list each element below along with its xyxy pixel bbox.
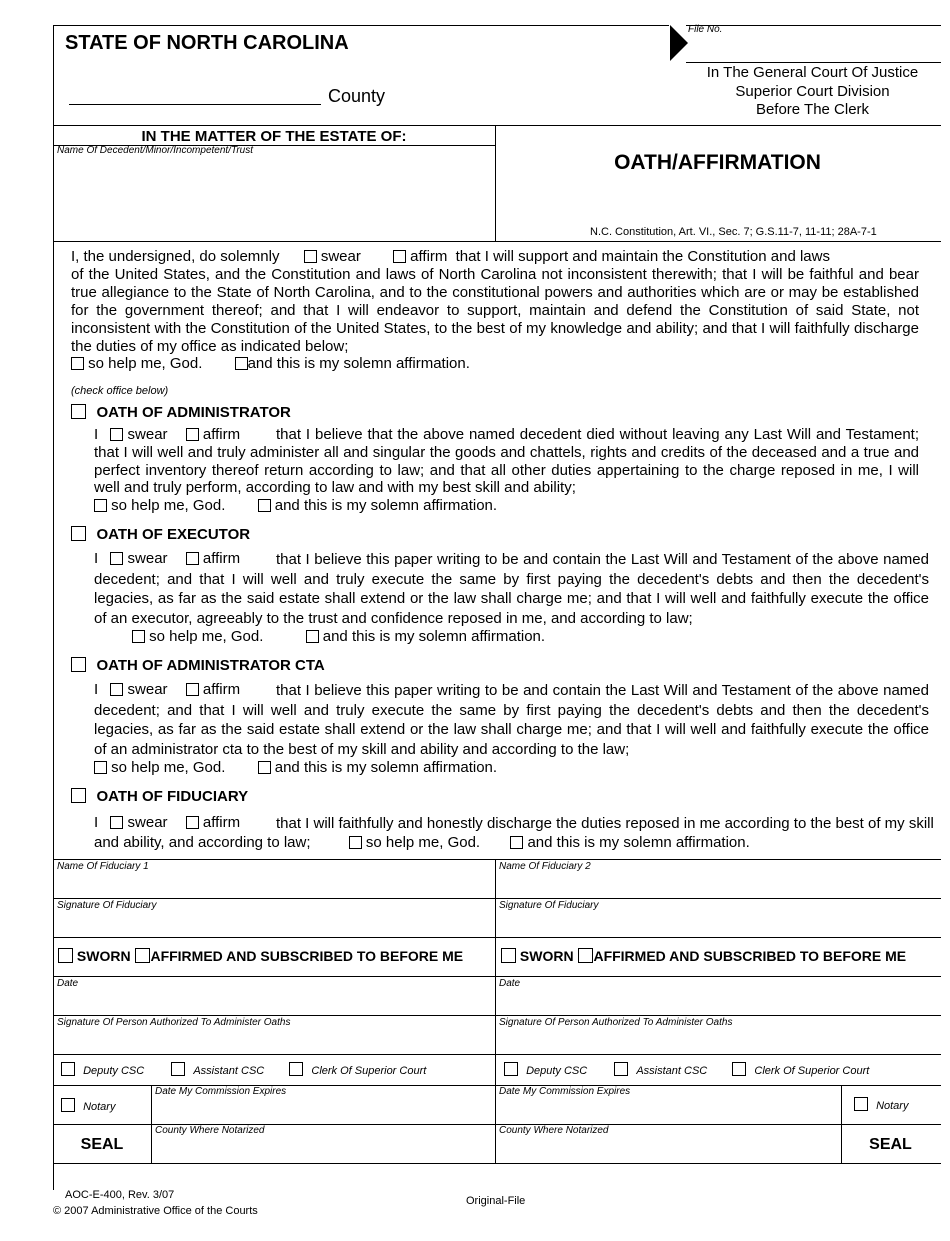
general-so-help-label: so help me, God. — [88, 355, 203, 372]
cta-swear-label: swear — [127, 681, 168, 698]
oath-administrator-checkbox[interactable] — [71, 404, 86, 419]
file-no-field[interactable] — [700, 36, 938, 60]
oath-administrator-header — [71, 404, 291, 422]
right-sworn-checkbox[interactable] — [501, 948, 516, 963]
left-assistant-csc-label: Assistant CSC — [193, 1065, 265, 1077]
left-clerk-checkbox[interactable] — [289, 1062, 303, 1076]
fiduciary-1-signature-label: Signature Of Fiduciary — [57, 900, 157, 911]
executor-affirm-label: affirm — [202, 550, 241, 567]
left-sworn-label: SWORN — [76, 948, 131, 964]
oath-administrator-title: OATH OF ADMINISTRATOR — [96, 404, 291, 421]
oath-executor-header — [71, 526, 250, 544]
right-affirmed-checkbox[interactable] — [578, 948, 593, 963]
oath-executor-title: OATH OF EXECUTOR — [96, 526, 251, 543]
fiduciary-i: I — [94, 814, 99, 831]
left-commission-field[interactable] — [155, 1099, 491, 1122]
general-swear-checkbox[interactable] — [304, 250, 317, 263]
court-line-3: Before The Clerk — [755, 101, 870, 118]
left-authorized-signature-field[interactable] — [57, 1030, 491, 1052]
court-line-1: In The General Court Of Justice — [706, 64, 919, 81]
fiduciary-2-name-label: Name Of Fiduciary 2 — [499, 861, 591, 872]
general-oath-intro: I, the undersigned, do solemnly — [71, 248, 280, 265]
estate-heading: IN THE MATTER OF THE ESTATE OF: — [141, 128, 407, 145]
general-oath-closing — [71, 355, 470, 373]
decedent-name-label: Name Of Decedent/Minor/Incompetent/Trust — [57, 145, 254, 156]
left-affirmed-checkbox[interactable] — [135, 948, 150, 963]
right-sworn-line — [501, 948, 906, 964]
oath-fiduciary-header — [71, 788, 248, 806]
admin-so-help-label: so help me, God. — [111, 497, 226, 514]
court-line-2: Superior Court Division — [735, 82, 890, 100]
cta-oath-text: that I believe this paper writing to be and contain the Last Will and Testament of the above named decedent; and that I will well and truly execute the same by first paying the decedent's debts and then the decedent's legacies, as far as the said estate shall extend or the law shall charge me; and that I will well and faithfully execute the office of an administrator cta to the best of my skill and ability and according to the law; — [94, 682, 929, 758]
general-solemn-checkbox[interactable] — [235, 357, 248, 370]
right-deputy-csc-label: Deputy CSC — [526, 1065, 588, 1077]
cta-solemn-checkbox[interactable] — [258, 761, 271, 774]
fiduciary-1-signature-field[interactable] — [57, 913, 491, 935]
left-county-notarized-label: County Where Notarized — [155, 1125, 265, 1136]
left-officer-options — [61, 1062, 426, 1077]
state-title: STATE OF NORTH CAROLINA — [65, 32, 349, 54]
admin-so-help-checkbox[interactable] — [94, 499, 107, 512]
file-no-arrow-icon — [670, 25, 688, 61]
form-number: AOC-E-400, Rev. 3/07 — [65, 1189, 175, 1201]
fiduciary-affirm-label: affirm — [202, 814, 241, 831]
county-field[interactable] — [69, 86, 321, 105]
right-date-field[interactable] — [499, 991, 937, 1013]
admin-oath-text: that I believe that the above named decedent died without leaving any Last Will and Testament; that I will well and truly administer all and singular the goods and chattels, rights and credits of the deceased and a true and perfect inventory thereof return according to law; and that all other duties appertaining to the charge reposed in me, I will well and truly perform, according to law and with my best skill and ability; — [94, 426, 919, 497]
right-affirmed-label: AFFIRMED AND SUBSCRIBED TO BEFORE ME — [593, 948, 907, 964]
oath-admin-cta-checkbox[interactable] — [71, 657, 86, 672]
admin-swear-label: swear — [127, 426, 168, 443]
fiduciary-solemn-label: and this is my solemn affirmation. — [527, 834, 750, 851]
fiduciary-so-help-checkbox[interactable] — [349, 836, 362, 849]
left-clerk-label: Clerk Of Superior Court — [311, 1065, 427, 1077]
left-sworn-line — [58, 948, 463, 964]
cta-i: I — [94, 681, 99, 698]
left-deputy-csc-label: Deputy CSC — [83, 1065, 145, 1077]
executor-closing — [132, 628, 545, 646]
copyright: © 2007 Administrative Office of the Courts — [53, 1205, 258, 1217]
cta-solemn-label: and this is my solemn affirmation. — [274, 759, 498, 776]
left-notary-option — [61, 1098, 115, 1113]
general-solemn-label: and this is my solemn affirmation. — [247, 355, 470, 372]
right-clerk-checkbox[interactable] — [732, 1062, 746, 1076]
general-oath-first-line — [71, 248, 830, 266]
right-commission-label: Date My Commission Expires — [499, 1086, 631, 1097]
admin-i: I — [94, 426, 99, 443]
admin-affirm-label: affirm — [202, 426, 241, 443]
oath-admin-cta-header — [71, 657, 325, 675]
court-heading — [685, 64, 940, 120]
right-commission-field[interactable] — [499, 1099, 837, 1122]
fiduciary-2-signature-field[interactable] — [499, 913, 937, 935]
left-deputy-csc-checkbox[interactable] — [61, 1062, 75, 1076]
right-authorized-signature-label: Signature Of Person Authorized To Administer Oaths — [499, 1017, 733, 1028]
fiduciary-1-name-field[interactable] — [57, 874, 491, 896]
right-notary-checkbox[interactable] — [854, 1097, 868, 1111]
file-no-label: File No. — [688, 24, 723, 35]
executor-so-help-label: so help me, God. — [149, 628, 264, 645]
admin-solemn-label: and this is my solemn affirmation. — [274, 497, 498, 514]
fiduciary-oath-text — [94, 814, 939, 852]
left-date-label: Date — [57, 978, 79, 989]
executor-solemn-label: and this is my solemn affirmation. — [322, 628, 546, 645]
form-title: OATH/AFFIRMATION — [614, 151, 821, 174]
right-clerk-label: Clerk Of Superior Court — [754, 1065, 870, 1077]
fiduciary-oath-body: that I will faithfully and honestly discharge the duties reposed in me according to the best of my skill and ability, and according to law; — [94, 815, 934, 851]
left-authorized-signature-label: Signature Of Person Authorized To Administer Oaths — [57, 1017, 291, 1028]
citation: N.C. Constitution, Art. VI., Sec. 7; G.S.11-7, 11-11; 28A-7-1 — [590, 226, 877, 238]
oath-admin-cta-title: OATH OF ADMINISTRATOR CTA — [96, 657, 325, 674]
copy-designation: Original-File — [466, 1195, 526, 1207]
fiduciary-1-name-label: Name Of Fiduciary 1 — [57, 861, 149, 872]
right-county-notarized-field[interactable] — [499, 1138, 837, 1161]
left-affirmed-label: AFFIRMED AND SUBSCRIBED TO BEFORE ME — [150, 948, 464, 964]
admin-closing — [94, 497, 497, 515]
executor-i: I — [94, 550, 99, 567]
cta-so-help-checkbox[interactable] — [94, 761, 107, 774]
general-oath-first-line-rest: that I will support and maintain the Constitution and laws — [455, 248, 830, 265]
cta-affirm-label: affirm — [202, 681, 241, 698]
left-seal-label: SEAL — [80, 1136, 124, 1153]
left-sworn-checkbox[interactable] — [58, 948, 73, 963]
oath-fiduciary-checkbox[interactable] — [71, 788, 86, 803]
check-office-note: (check office below) — [71, 385, 169, 397]
left-notary-label: Notary — [83, 1101, 116, 1113]
county-label: County — [328, 86, 386, 106]
fiduciary-2-name-field[interactable] — [499, 874, 937, 896]
fiduciary-so-help-label: so help me, God. — [365, 834, 481, 851]
right-authorized-signature-field[interactable] — [499, 1030, 937, 1052]
executor-oath-text: that I believe this paper writing to be and contain the Last Will and Testament of the above named decedent; and that I will well and truly execute the same by first paying the decedent's debts and then the decedent's legacies, as far as the said estate shall extend or the law shall charge me; and that I will well and faithfully execute the office of an executor, agreeably to the trust and confidence reposed in me, and according to law; — [94, 551, 929, 627]
executor-solemn-checkbox[interactable] — [306, 630, 319, 643]
left-notary-checkbox[interactable] — [61, 1098, 75, 1112]
general-oath-body: of the United States, and the Constitution and laws of North Carolina not inconsistent therewith; that I will be faithful and bear true allegiance to the State of North Carolina, and to the constitutional powers and authorities which are or may be established for the government thereof; and that I will endeavor to support, maintain and defend the Constitution of said State, not inconsistent with the Constitution of the United States, to the best of my knowledge and ability; and that I will faithfully discharge the duties of my office as indicated below; — [71, 266, 919, 355]
executor-so-help-checkbox[interactable] — [132, 630, 145, 643]
right-assistant-csc-label: Assistant CSC — [636, 1065, 708, 1077]
decedent-name-field[interactable] — [57, 160, 491, 238]
oath-fiduciary-title: OATH OF FIDUCIARY — [96, 788, 249, 805]
right-notary-label: Notary — [876, 1100, 909, 1112]
right-sworn-label: SWORN — [519, 948, 574, 964]
fiduciary-swear-label: swear — [127, 814, 168, 831]
cta-closing — [94, 759, 497, 777]
right-deputy-csc-checkbox[interactable] — [504, 1062, 518, 1076]
left-commission-label: Date My Commission Expires — [155, 1086, 287, 1097]
general-affirm-checkbox[interactable] — [393, 250, 406, 263]
right-officer-options — [504, 1062, 869, 1077]
admin-solemn-checkbox[interactable] — [258, 499, 271, 512]
right-date-label: Date — [499, 978, 521, 989]
general-swear-label: swear — [320, 248, 361, 265]
general-affirm-label: affirm — [410, 248, 448, 265]
cta-so-help-label: so help me, God. — [111, 759, 226, 776]
left-county-notarized-field[interactable] — [155, 1138, 491, 1161]
fiduciary-2-signature-label: Signature Of Fiduciary — [499, 900, 599, 911]
fiduciary-solemn-checkbox[interactable] — [510, 836, 523, 849]
right-assistant-csc-checkbox[interactable] — [614, 1062, 628, 1076]
left-assistant-csc-checkbox[interactable] — [171, 1062, 185, 1076]
general-so-help-checkbox[interactable] — [71, 357, 84, 370]
right-county-notarized-label: County Where Notarized — [499, 1125, 609, 1136]
right-notary-option — [854, 1097, 908, 1112]
executor-swear-label: swear — [127, 550, 168, 567]
left-date-field[interactable] — [57, 991, 491, 1013]
right-seal-label: SEAL — [869, 1136, 912, 1153]
oath-executor-checkbox[interactable] — [71, 526, 86, 541]
